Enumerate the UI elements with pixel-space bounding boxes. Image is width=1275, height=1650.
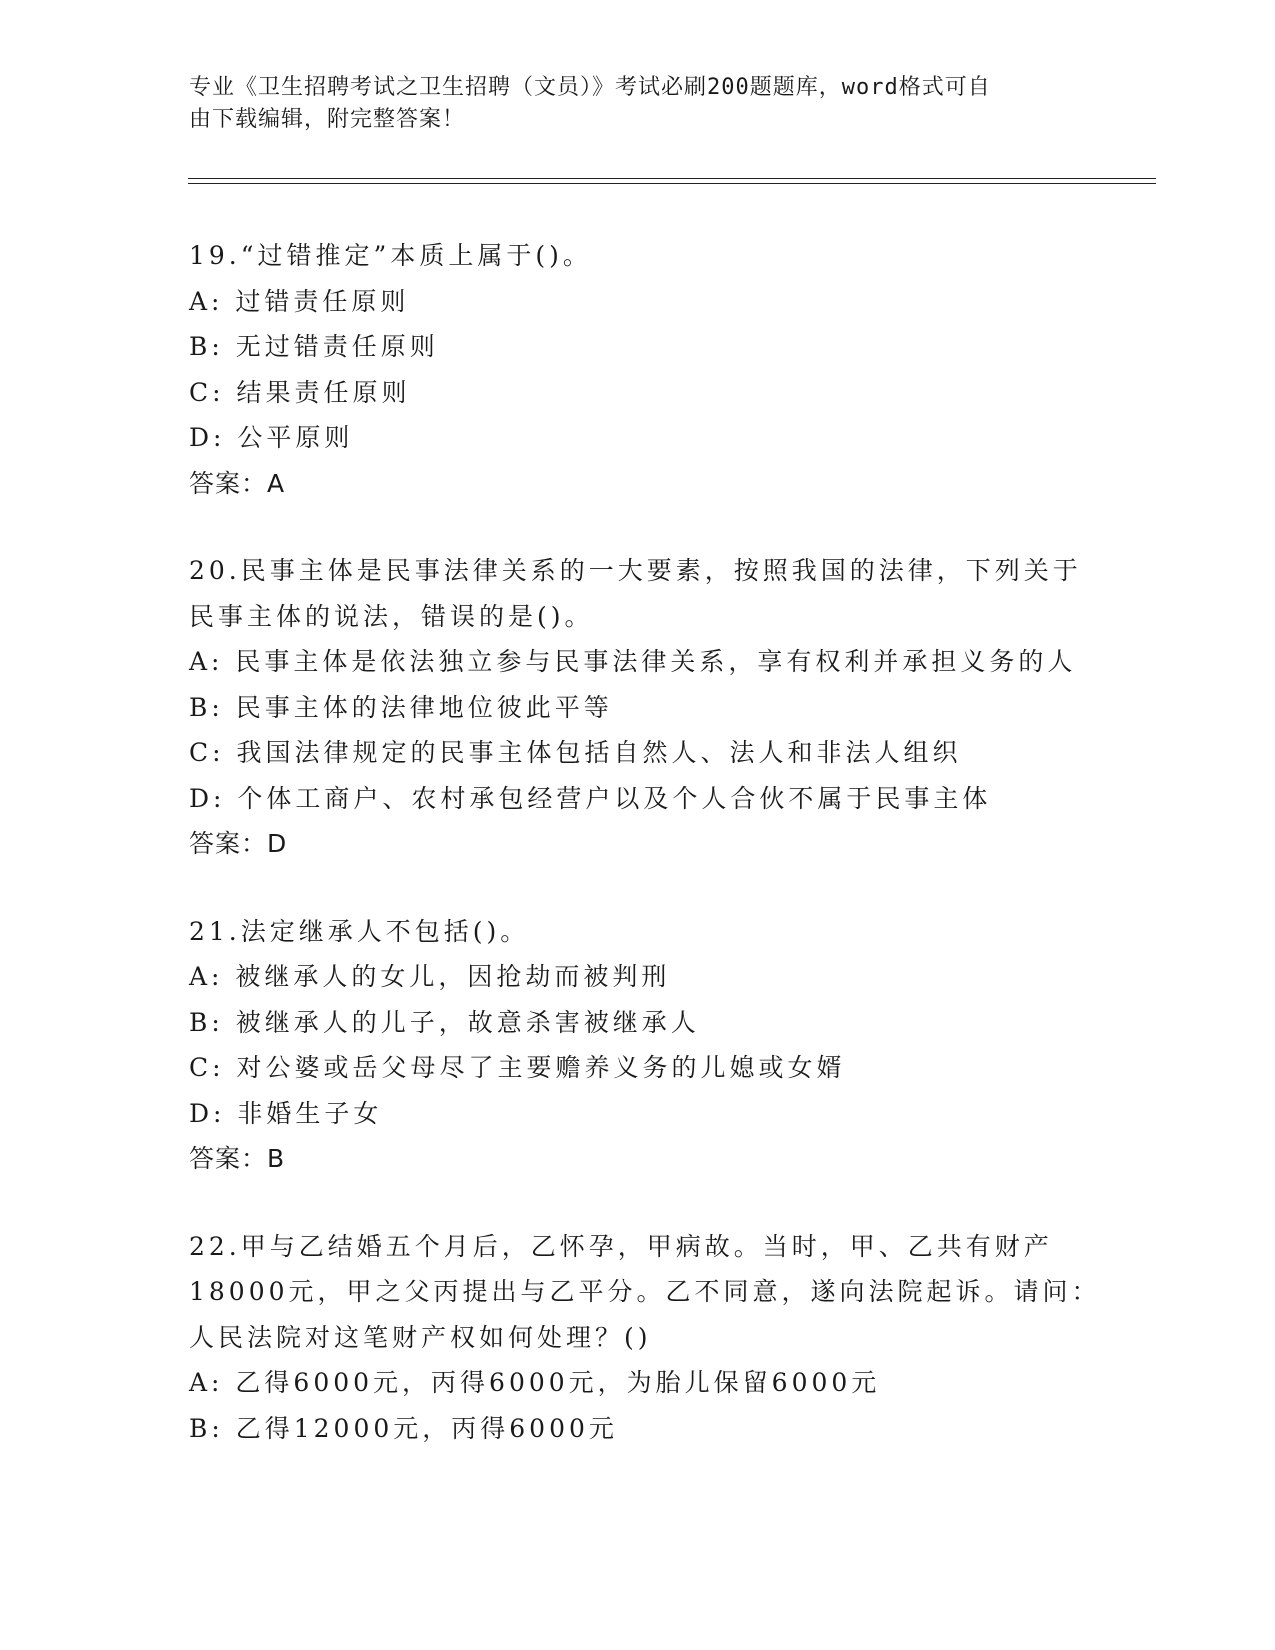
answer: 答案：D [189, 829, 288, 858]
option-b: B: 无过错责任原则 [189, 332, 439, 361]
question-19 [189, 233, 1109, 506]
question-stem: 21.法定继承人不包括()。 [189, 916, 530, 946]
option-b: B: 被继承人的儿子，故意杀害被继承人 [189, 1007, 700, 1037]
option-a: A: 过错责任原则 [189, 286, 410, 316]
document-header [189, 72, 1069, 136]
question-stem: 22.甲与乙结婚五个月后，乙怀孕，甲病故。当时，甲、乙共有财产 [189, 1231, 1053, 1261]
header-title-line-1: 专业《卫生招聘考试之卫生招聘（文员）》考试必刷200题题库，word格式可自 [189, 75, 991, 100]
option-a: A: 被继承人的女儿，因抢劫而被判刑 [189, 962, 671, 991]
option-a: A: 乙得6000元，丙得6000元，为胎儿保留6000元 [189, 1368, 881, 1397]
header-title-line-2: 由下载编辑，附完整答案！ [189, 107, 466, 132]
question-list [189, 233, 1109, 1493]
question-20 [189, 548, 1109, 867]
question-21 [189, 909, 1109, 1182]
question-stem: 20.民事主体是民事法律关系的一大要素，按照我国的法律，下列关于 [189, 556, 1082, 585]
question-stem: 人民法院对这笔财产权如何处理？() [189, 1322, 652, 1352]
option-a: A: 民事主体是依法独立参与民事法律关系，享有权利并承担义务的人 [189, 647, 1077, 676]
question-stem: 18000元，甲之父丙提出与乙平分。乙不同意，遂向法院起诉。请问： [189, 1277, 1101, 1306]
option-b: B: 民事主体的法律地位彼此平等 [189, 692, 613, 722]
question-stem: 19.“过错推定”本质上属于()。 [189, 241, 592, 270]
option-b: B: 乙得12000元，丙得6000元 [189, 1413, 618, 1443]
option-c: C: 对公婆或岳父母尽了主要赡养义务的儿媳或女婿 [189, 1053, 846, 1082]
question-stem: 民事主体的说法，错误的是()。 [189, 601, 594, 631]
option-c: C: 我国法律规定的民事主体包括自然人、法人和非法人组织 [189, 738, 962, 767]
question-22 [189, 1224, 1109, 1452]
answer: 答案：A [189, 468, 286, 498]
header-divider [188, 178, 1156, 184]
option-d: D: 个体工商户、农村承包经营户以及个人合伙不属于民事主体 [189, 783, 992, 813]
answer: 答案：B [189, 1144, 286, 1173]
option-d: D: 非婚生子女 [189, 1098, 383, 1128]
option-c: C: 结果责任原则 [189, 377, 411, 407]
option-d: D: 公平原则 [189, 423, 354, 452]
